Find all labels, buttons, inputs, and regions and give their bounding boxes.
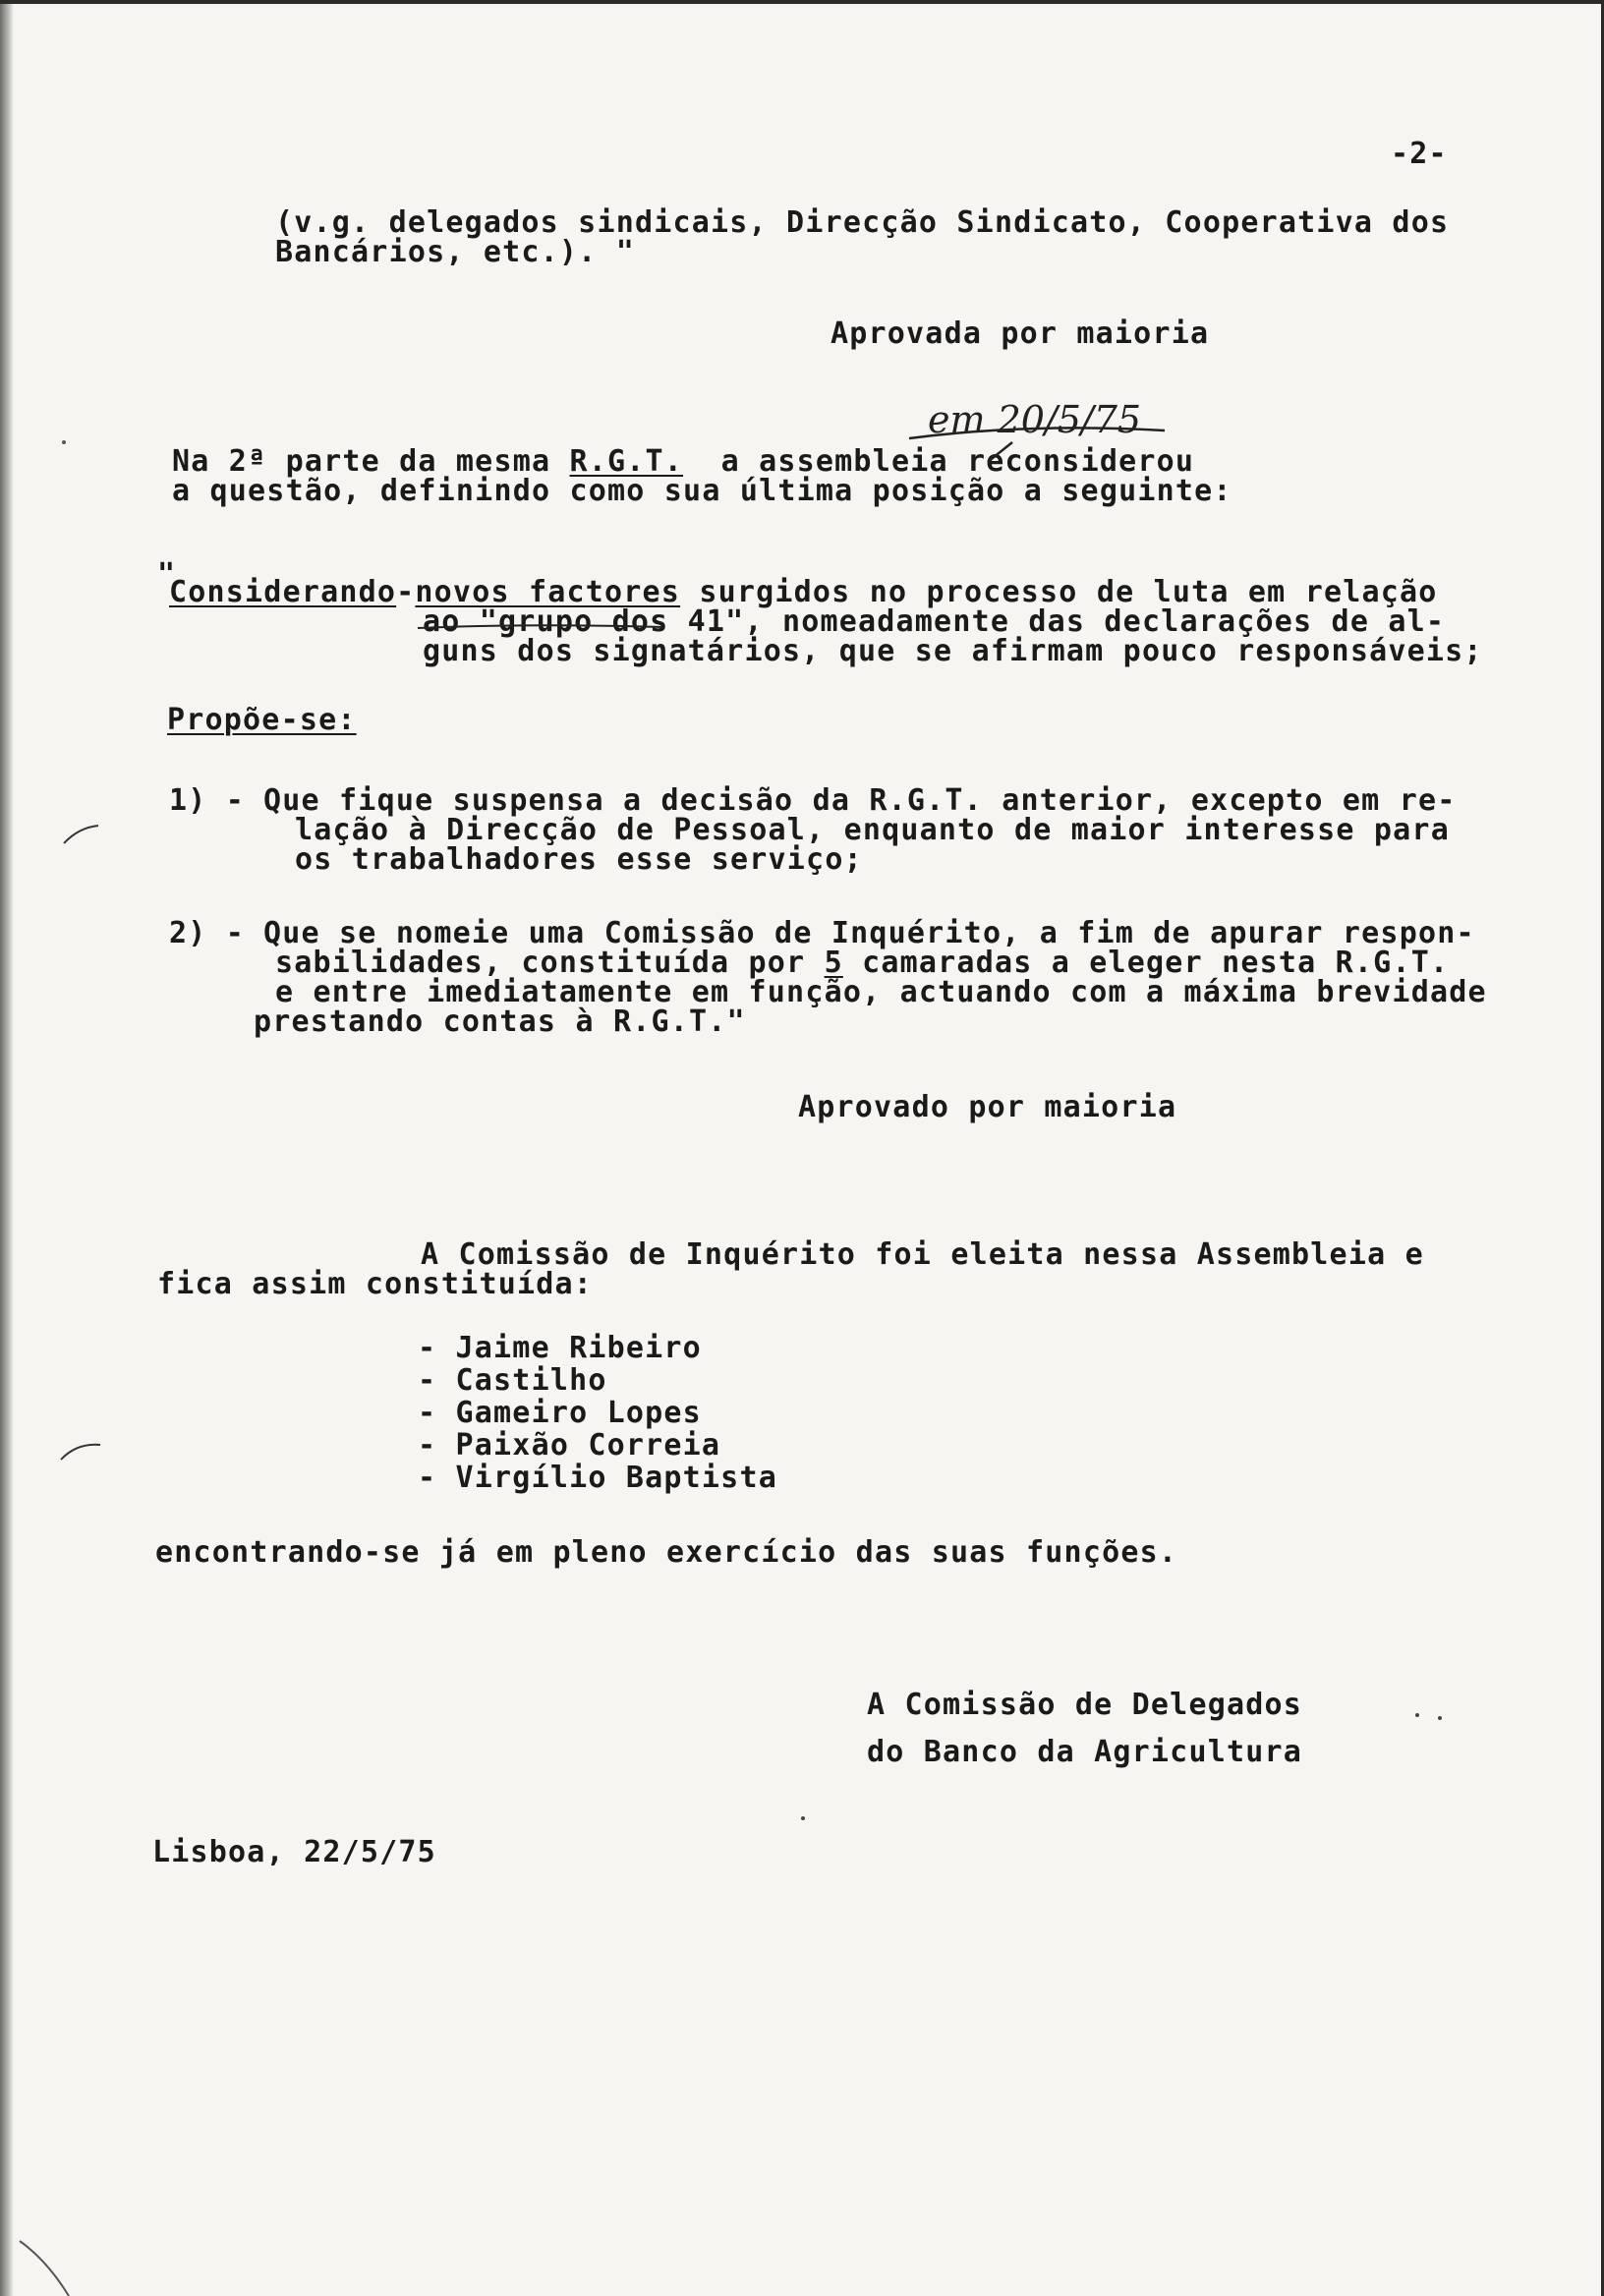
speck-1 <box>1415 1713 1419 1717</box>
considerando-text-end: surgidos no processo de luta em relação <box>680 575 1438 609</box>
considerando-quote-mark: " <box>157 557 177 592</box>
item-2-number: 2) - <box>169 916 246 950</box>
item-2-line-2-end: camaradas a eleger nesta R.G.T. <box>842 946 1450 980</box>
novos-factores: novos factores <box>415 575 681 609</box>
item-1-line-3: os trabalhadores esse serviço; <box>295 842 863 877</box>
member-1: - Jaime Ribeiro <box>418 1331 702 1365</box>
vote-result-1: Aprovada por maioria <box>831 316 1210 351</box>
paragraph-2-line-2: a questão, definindo como sua última posição a seguinte: <box>172 474 1232 508</box>
item-1-line-2: lação à Direcção de Pessoal, enquanto de maior interesse para <box>295 813 1450 847</box>
page-number: -2- <box>1391 137 1448 171</box>
item-2-line-3: e entre imediatamente em função, actuando com a máxima brevidade <box>275 975 1487 1009</box>
item-2-line-2-start: sabilidades, constituída por <box>275 946 825 980</box>
commission-line-2: fica assim constituída: <box>157 1267 594 1301</box>
considerando-line-3: guns dos signatários, que se afirmam pouco responsáveis; <box>423 634 1483 668</box>
intro-line-1: (v.g. delegados sindicais, Direcção Sindicato, Cooperativa dos <box>275 205 1450 240</box>
insertion-caret <box>988 442 1012 462</box>
item-2-count: 5 <box>824 946 843 980</box>
member-3: - Gameiro Lopes <box>418 1396 702 1430</box>
speck-4 <box>62 440 66 444</box>
speck-3 <box>801 1816 805 1820</box>
intro-line-2: Bancários, etc.). " <box>275 235 635 269</box>
note-overline <box>909 428 1165 438</box>
commission-line-1: A Comissão de Inquérito foi eleita nessa Assembleia e <box>421 1237 1424 1272</box>
margin-bracket-1 <box>64 826 98 843</box>
item-1-number: 1) - <box>169 783 246 818</box>
item-1-line-1: Que fique suspensa a decisão da R.G.T. anterior, excepto em re- <box>263 783 1457 818</box>
member-2: - Castilho <box>418 1363 607 1398</box>
handwritten-date-note: em 20/5/75 <box>928 398 1142 441</box>
place-date: Lisboa, 22/5/75 <box>152 1835 436 1869</box>
considerando-label: Considerando <box>169 575 397 609</box>
signature-line-1: A Comissão de Delegados <box>867 1688 1303 1722</box>
rgt-reference: R.G.T. <box>569 444 684 479</box>
novos-factores-extra-underline <box>418 625 663 628</box>
para2-text-start: Na 2ª parte da mesma <box>172 444 570 479</box>
para2-text-end: a assembleia reconsiderou <box>683 444 1195 479</box>
member-4: - Paixão Correia <box>418 1428 721 1463</box>
considerando-dash: - <box>396 575 416 609</box>
propoe-heading: Propõe-se: <box>167 703 357 737</box>
item-2-line-4: prestando contas à R.G.T." <box>254 1004 746 1039</box>
item-2-line-1: Que se nomeie uma Comissão de Inquérito, a fim de apurar respon- <box>263 916 1475 950</box>
speck-2 <box>1438 1716 1442 1720</box>
margin-bracket-2 <box>61 1445 100 1460</box>
considerando-line-2: ao "grupo dos 41", nomeadamente das declarações de al- <box>423 604 1446 639</box>
vote-result-2: Aprovado por maioria <box>798 1090 1177 1124</box>
signature-line-2: do Banco da Agricultura <box>867 1735 1303 1769</box>
commission-closing: encontrando-se já em pleno exercício das suas funções. <box>155 1535 1178 1570</box>
corner-mark <box>20 2241 69 2296</box>
member-5: - Virgílio Baptista <box>418 1461 777 1495</box>
